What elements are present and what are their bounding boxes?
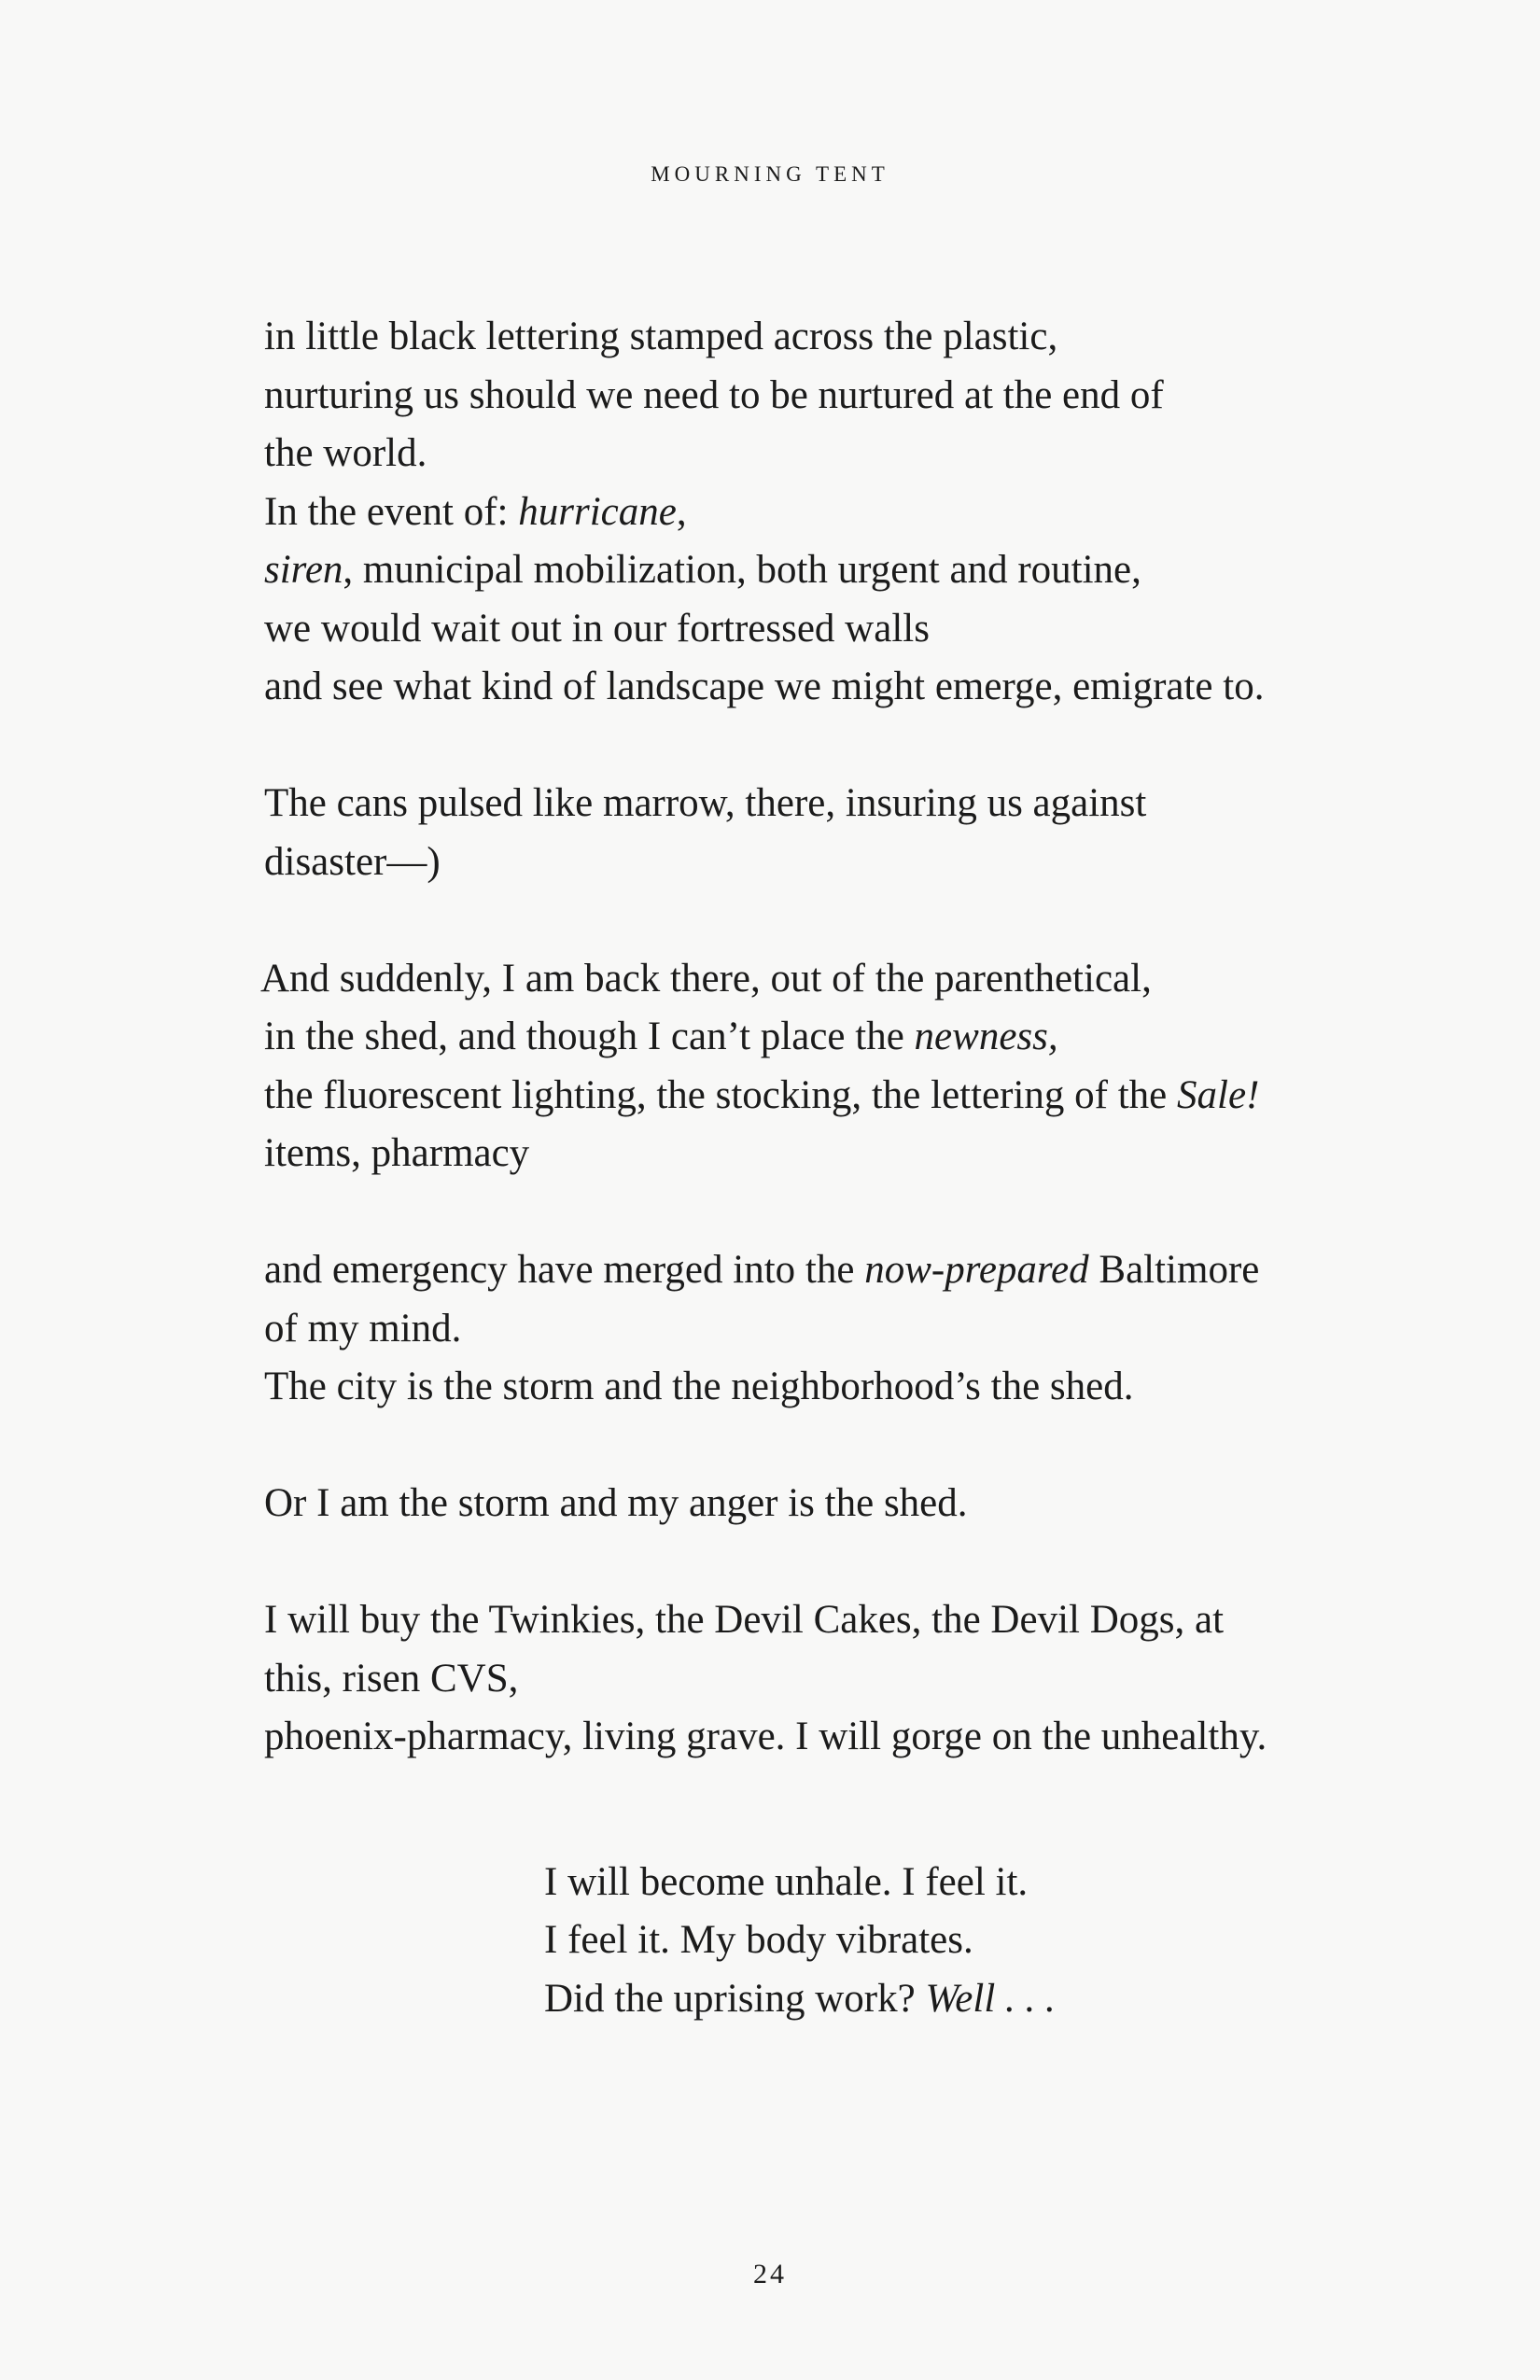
stanza-break	[264, 1767, 1291, 1854]
poem-line: phoenix-pharmacy, living grave. I will gorge on the unhealthy.	[264, 1715, 1267, 1758]
poem-line: I will become unhale. I feel it.	[544, 1859, 1029, 1904]
poem-line: and see what kind of landscape we might emerge, emigrate to.	[264, 665, 1265, 708]
poem-line: nurturing us should we need to be nurtured at the end of	[264, 372, 1164, 417]
poem-line: items, pharmacy	[264, 1131, 530, 1175]
poem-line	[264, 1067, 1291, 1126]
poem-line: in little black lettering stamped across the plastic,	[264, 315, 1058, 358]
italic-text: Sale!	[1177, 1072, 1260, 1117]
poem-line	[544, 1970, 1291, 2029]
poem-line: The cans pulsed like marrow, there, insuring us against	[264, 781, 1147, 825]
line-text: in the shed, and though I can’t place the	[264, 1015, 915, 1058]
line-text: ,	[676, 489, 687, 534]
poem-line: I feel it. My body vibrates.	[544, 1918, 973, 1962]
stanza-4	[264, 1241, 1291, 1417]
stanza-break	[264, 717, 1291, 776]
italic-text: siren	[264, 548, 343, 592]
poem-line: Or I am the storm and my anger is the shed.	[264, 1481, 968, 1525]
poem-line	[264, 541, 1291, 600]
line-text: Baltimore	[1088, 1248, 1260, 1292]
poem-line: And suddenly, I am back there, out of the parenthetical,	[260, 956, 1152, 1001]
poem-line: I will buy the Twinkies, the Devil Cakes, the Devil Dogs, at	[264, 1598, 1225, 1642]
stanza-2	[264, 775, 1291, 891]
stanza-6	[264, 1591, 1291, 1767]
poem-line: of my mind.	[264, 1306, 462, 1351]
poem-line: The city is the storm and the neighborhood’s the shed.	[264, 1365, 1134, 1408]
poem-line: we would wait out in our fortressed walls	[264, 606, 930, 651]
poem-line: disaster—)	[264, 839, 441, 884]
line-text: the fluorescent lighting, the stocking, the lettering of the	[264, 1072, 1177, 1117]
poem-line: this, risen CVS,	[264, 1656, 519, 1701]
stanza-break	[264, 1417, 1291, 1476]
poem-line	[264, 1008, 1291, 1067]
line-text: , municipal mobilization, both urgent and routine,	[343, 548, 1141, 592]
stanza-3	[260, 950, 1291, 1183]
italic-text: hurricane	[518, 489, 677, 534]
line-text: Did the uprising work?	[544, 1976, 926, 2021]
poem-body	[260, 308, 1291, 2028]
stanza-5	[264, 1475, 1291, 1533]
running-head: MOURNING TENT	[651, 162, 889, 186]
stanza-break	[264, 1183, 1291, 1242]
stanza-1	[264, 308, 1291, 717]
italic-text: newness,	[914, 1015, 1058, 1058]
page-number: 24	[753, 2259, 787, 2289]
line-text: In the event of:	[264, 489, 519, 534]
poem-line	[264, 483, 1291, 542]
stanza-break	[264, 891, 1291, 950]
italic-text: now-prepared	[864, 1248, 1089, 1292]
poem-line: the world.	[264, 431, 427, 475]
line-text: and emergency have merged into the	[264, 1248, 865, 1292]
poem-line	[264, 1241, 1291, 1300]
stanza-break	[264, 1533, 1291, 1592]
italic-text: Well . . .	[925, 1976, 1056, 2021]
stanza-7	[544, 1854, 1291, 2029]
